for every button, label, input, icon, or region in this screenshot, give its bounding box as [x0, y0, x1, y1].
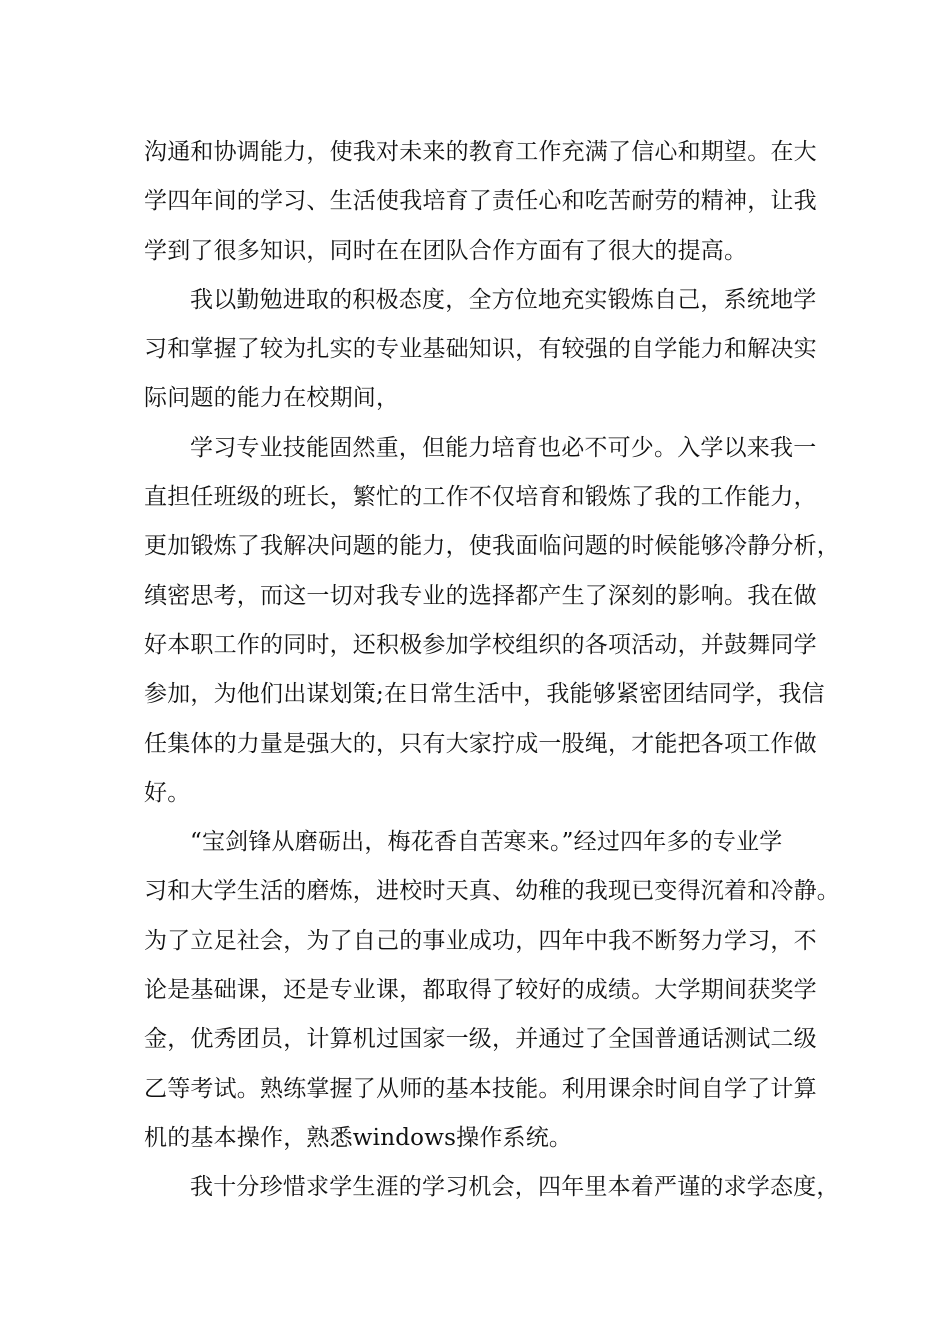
paragraph-start-line: 我以勤勉进取的积极态度，全方位地充实锻炼自己，系统地学	[190, 286, 817, 313]
text-line: 缜密思考，而这一切对我专业的选择都产生了深刻的影响。我在做	[144, 582, 817, 609]
text-line: 更加锻炼了我解决问题的能力，使我面临问题的时候能够冷静分析，	[144, 533, 840, 560]
text-line: 乙等考试。熟练掌握了从师的基本技能。利用课余时间自学了计算	[144, 1075, 817, 1102]
text-line: 学到了很多知识，同时在在团队合作方面有了很大的提高。	[144, 237, 748, 264]
text-line: 机的基本操作，熟悉windows操作系统。	[144, 1124, 573, 1151]
paragraph-start-line: 我十分珍惜求学生涯的学习机会，四年里本着严谨的求学态度，	[190, 1174, 840, 1201]
text-line: 任集体的力量是强大的，只有大家拧成一股绳，才能把各项工作做	[144, 730, 817, 757]
text-line: 好。	[144, 779, 191, 806]
text-line: 好本职工作的同时，还积极参加学校组织的各项活动，并鼓舞同学	[144, 631, 817, 658]
paragraph-start-line: 学习专业技能固然重，但能力培育也必不可少。入学以来我一	[190, 434, 817, 461]
text-line: 学四年间的学习、生活使我培育了责任心和吃苦耐劳的精神，让我	[144, 188, 817, 215]
text-line: 论是基础课，还是专业课，都取得了较好的成绩。大学期间获奖学	[144, 977, 817, 1004]
text-line: 习和掌握了较为扎实的专业基础知识，有较强的自学能力和解决实	[144, 336, 817, 363]
document-body	[144, 128, 840, 1213]
text-line: 习和大学生活的磨炼，进校时天真、幼稚的我现已变得沉着和冷静。	[144, 878, 840, 905]
text-line: 际问题的能力在校期间，	[144, 385, 400, 412]
text-line: 为了立足社会，为了自己的事业成功，四年中我不断努力学习，不	[144, 927, 817, 954]
paragraph-start-line: “宝剑锋从磨砺出，梅花香自苦寒来。”经过四年多的专业学	[190, 829, 783, 856]
text-line: 沟通和协调能力，使我对未来的教育工作充满了信心和期望。在大	[144, 139, 817, 165]
text-line: 金，优秀团员，计算机过国家一级，并通过了全国普通话测试二级	[144, 1026, 817, 1053]
text-line: 直担任班级的班长，繁忙的工作不仅培育和锻炼了我的工作能力，	[144, 484, 817, 511]
text-line: 参加，为他们出谋划策;在日常生活中，我能够紧密团结同学，我信	[144, 681, 825, 708]
